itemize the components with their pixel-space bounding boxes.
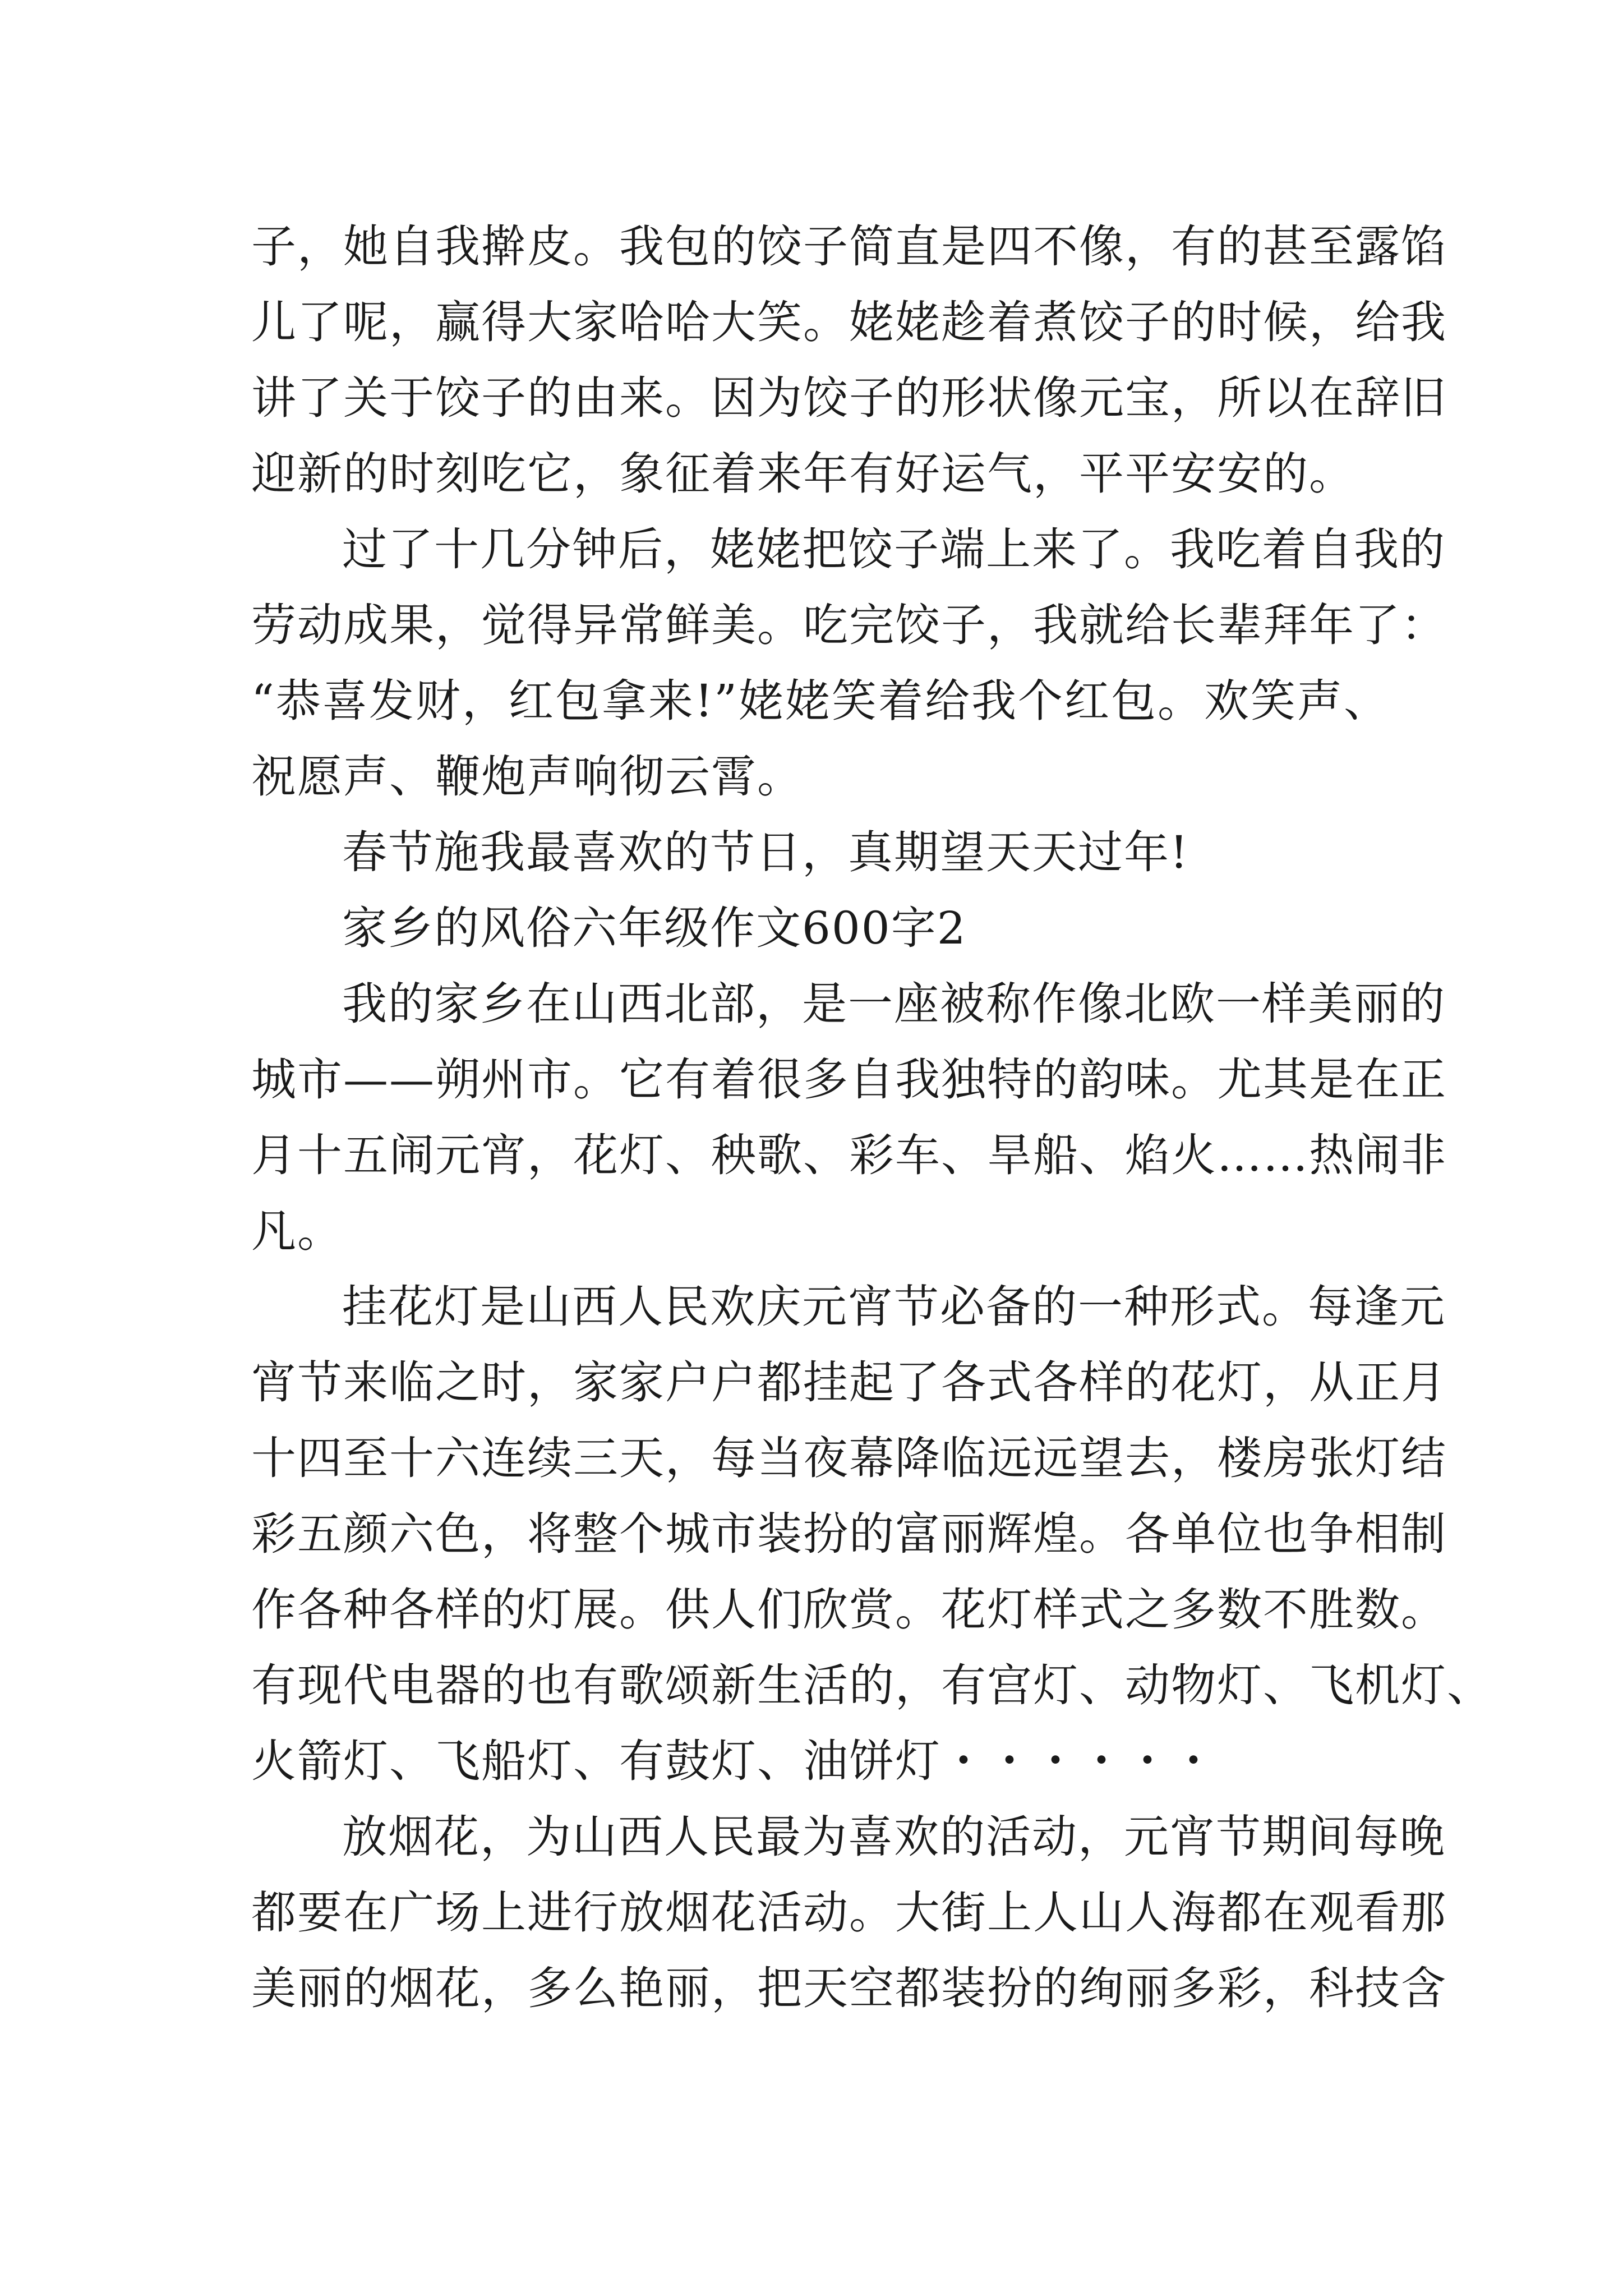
document-body — [251, 209, 1493, 2026]
text-line: 十四至十六连续三天，每当夜幕降临远远望去，楼房张灯结 — [251, 1432, 1447, 1484]
text-line: 美丽的烟花，多么艳丽，把天空都装扮的绚丽多彩，科技含 — [251, 1962, 1447, 2014]
text-line: 迎新的时刻吃它，象征着来年有好运气，平平安安的。 — [251, 448, 1355, 500]
text-line: 火箭灯、飞船灯、有鼓灯、油饼灯・・・・・・ — [251, 1735, 1217, 1787]
text-line: 子，她自我擀皮。我包的饺子简直是四不像，有的甚至露馅 — [251, 220, 1447, 273]
section-heading: 家乡的风俗六年级作文600字2 — [342, 902, 967, 954]
text-line: 凡。 — [251, 1205, 343, 1257]
text-line: 有现代电器的也有歌颂新生活的，有宫灯、动物灯、飞机灯、 — [251, 1659, 1493, 1711]
text-line: 讲了关于饺子的由来。因为饺子的形状像元宝，所以在辞旧 — [251, 372, 1447, 424]
paragraph-first-line: 我的家乡在山西北部，是一座被称作像北欧一样美丽的 — [342, 978, 1446, 1030]
text-line: 作各种各样的灯展。供人们欣赏。花灯样式之多数不胜数。 — [251, 1584, 1447, 1636]
text-line: 月十五闹元宵，花灯、秧歌、彩车、旱船、焰火……热闹非 — [251, 1129, 1447, 1181]
paragraph-first-line: 挂花灯是山西人民欢庆元宵节必备的一种形式。每逢元 — [342, 1281, 1446, 1333]
text-line: 城市——朔州市。它有着很多自我独特的韵味。尤其是在正 — [251, 1053, 1447, 1106]
text-line: 儿了呢，赢得大家哈哈大笑。姥姥趁着煮饺子的时候，给我 — [251, 296, 1447, 348]
text-line: 劳动成果，觉得异常鲜美。吃完饺子，我就给长辈拜年了： — [251, 599, 1447, 651]
text-line: 都要在广场上进行放烟花活动。大街上人山人海都在观看那 — [251, 1887, 1447, 1939]
paragraph-first-line: 过了十几分钟后，姥姥把饺子端上来了。我吃着自我的 — [342, 523, 1446, 576]
paragraph-first-line: 放烟花，为山西人民最为喜欢的活动，元宵节期间每晚 — [342, 1811, 1446, 1863]
paragraph-first-line: 春节施我最喜欢的节日，真期望天天过年! — [342, 826, 1189, 878]
text-line: 宵节来临之时，家家户户都挂起了各式各样的花灯，从正月 — [251, 1356, 1447, 1409]
text-line: “恭喜发财，红包拿来!”姥姥笑着给我个红包。欢笑声、 — [251, 675, 1390, 727]
text-line: 祝愿声、鞭炮声响彻云霄。 — [251, 751, 803, 803]
text-line: 彩五颜六色，将整个城市装扮的富丽辉煌。各单位也争相制 — [251, 1508, 1447, 1560]
